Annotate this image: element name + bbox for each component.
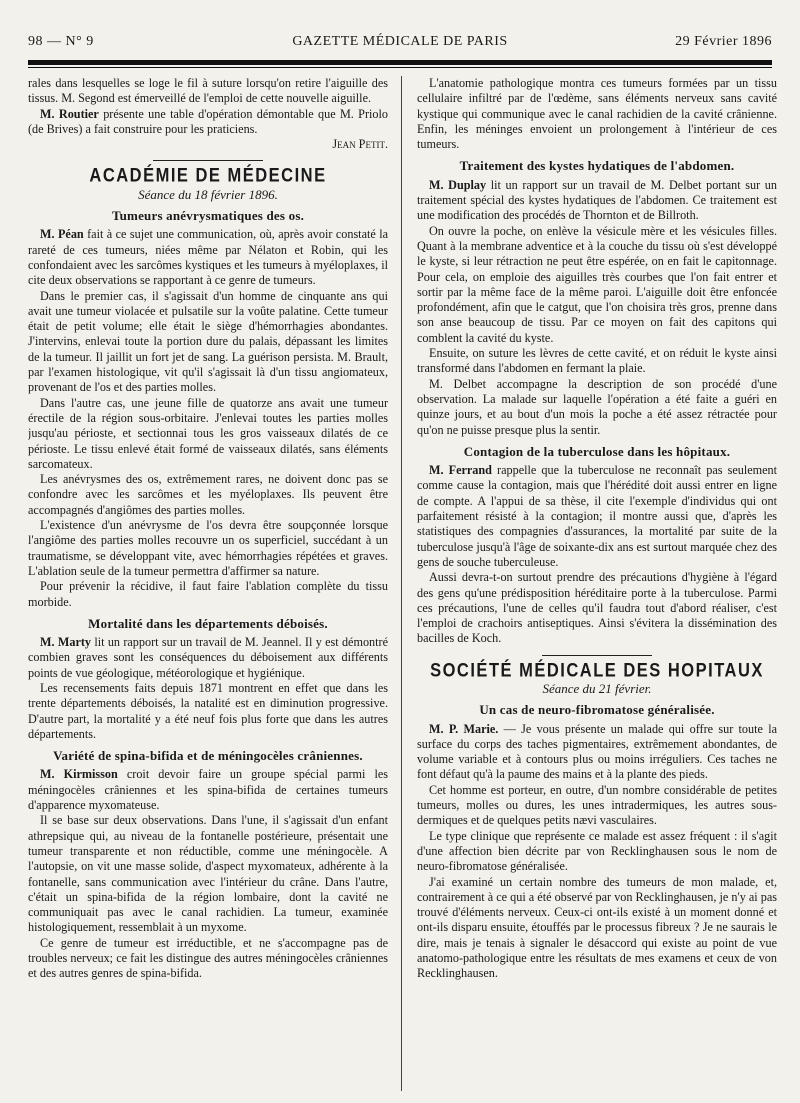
paragraph: Aussi devra-t-on surtout prendre des précautions d'hygiène à l'égard des gens qu'une prédisposition héréditaire porte à la tuberculose. Parmi ces précautions, l'une de celles qu'il faudra tout d'abord réaliser, c'est l'emploi de crachoirs antiseptiques. Ainsi s'évitera la dissémination des bacilles de Koch. — [417, 570, 777, 646]
journal-title: GAZETTE MÉDICALE DE PARIS — [292, 34, 508, 49]
speaker-name: M. P. Marie. — [429, 721, 499, 736]
paragraph: M. Duplay lit un rapport sur un travail de M. Delbet portant sur un traitement spécial des kystes hydatiques de l'abdomen. Ce traitement est une modification des procédés de Thornton et de Billroth. — [417, 177, 777, 223]
paragraph: On ouvre la poche, on enlève la vésicule mère et les vésicules filles. Quant à la membrane adventice et à la couche du tissu où s'est développé le kyste, si leur rétraction ne peut être espérée, on en fait le capitonnage. Pour cela, on emploie des aiguilles très courbes que l'on fait entrer et sortir par la même face de la même paroi. L'aiguille doit être enfoncée profondément, afin que le catgut, que l'on choisira très gros, prenne dans son anse beaucoup de tissu. Par ce moyen on fait des capitons qui comblent la cavité du kyste. — [417, 223, 777, 345]
paragraph: Le type clinique que représente ce malade est assez fréquent : il s'agit d'une affection bien décrite par von Recklinghausen sous le nom de neuro-fibromatose généralisée. — [417, 828, 777, 874]
paragraph: M. Marty lit un rapport sur un travail de M. Jeannel. Il y est démontré combien graves sont les conséquences du déboisement aux différents points de vue géologique, météorologique et hygiénique. — [28, 635, 388, 680]
paragraph: Ensuite, on suture les lèvres de cette cavité, et on réduit le kyste ainsi transformé dans l'abdomen en fermant la plaie. — [417, 346, 777, 376]
paragraph: Dans le premier cas, il s'agissait d'un homme de cinquante ans qui avait une tumeur violacée et pulsatile sur la voûte palatine. Cette tumeur était de petit volume; elle était le siège d'hémorrhagies abondantes. J'intervins, enlevai toute la portion dure du palais, dépassant les limites de la tumeur. Il jaillit un fort jet de sang. La guérison persista. M. Brault, par l'examen histologique, vit qu'il s'agissait là d'un tissu angiomateux, provenant de l'os et des parties molles. — [28, 288, 388, 395]
header-rule-thick — [28, 60, 772, 65]
paragraph: M. Ferrand rappelle que la tuberculose ne reconnaît pas seulement comme cause la contagion, mais que l'hérédité doit aussi entrer en ligne de compte. A l'appui de sa thèse, il cite l'exemple d'individus qui ont parfaitement résisté à la contagion; il montre aussi que, d'après les statistiques des compagnies d'assurances, la mortalité par suite de la tuberculose jusqu'à l'âge de soixante-dix ans est surtout marquée chez des gens de souche tuberculeuse. — [417, 463, 777, 569]
paragraph: L'existence d'un anévrysme de l'os devra être soupçonnée lorsque l'angiôme des parties molles recouvre un os superficiel, succédant à un traumatisme, se développant vite, avec hémorrhagies répétées et graves. L'ablation seule de la tumeur permettra d'affirmer sa nature. — [28, 518, 388, 578]
paragraph: Ce genre de tumeur est irréductible, et ne s'accompagne pas de troubles nerveux; ce fait les distingue des autres méningocèles crâniennes et des autres genres de spina-bifida. — [28, 935, 388, 981]
paragraph: J'ai examiné un certain nombre des tumeurs de mon malade, et, contrairement à ce qui a été observé par von Recklinghausen, je n'y ai pas trouvé d'éléments nerveux. Ceux-ci ont-ils existé à un moment donné et ont-ils disparu ensuite, étouffés par le processus fibreux ? Je ne saurais le dire, mais je tenais à signaler le désaccord qui existe au point de vue anatomo-pathologique entre les résultats de mes examens et ceux de von Recklinghausen. — [417, 874, 777, 981]
paragraph: Pour prévenir la récidive, il faut faire l'ablation complète du tissu morbide. — [28, 579, 388, 609]
article-heading: Traitement des kystes hydatiques de l'abdomen. — [459, 158, 735, 174]
speaker-name: M. Routier — [40, 106, 99, 121]
left-column — [28, 76, 388, 1091]
paragraph: Cet homme est porteur, en outre, d'un nombre considérable de petites tumeurs, molles ou dures, les unes intradermiques, les autres sous-dermiques et de quelques petits nævi vasculaires. — [417, 782, 777, 828]
issue-date: 29 Février 1896 — [675, 34, 772, 49]
author-signature: Jean Petit. — [332, 137, 388, 152]
section-divider — [542, 655, 652, 656]
speaker-name: M. Péan — [40, 227, 84, 242]
speaker-name: M. Duplay — [429, 177, 487, 192]
page-number: 98 — N° 9 — [28, 34, 94, 49]
right-column — [417, 76, 777, 1091]
speaker-name: M. Ferrand — [429, 463, 492, 478]
paragraph: M. Péan fait à ce sujet une communication, où, après avoir constaté la rareté de ces tumeurs, niées même par Nélaton et Robin, qui les confondaient avec les sarcômes kystiques et les tumeurs à myéloplaxes, il cite deux observations se rapportant à ce genre de tumeurs. — [28, 227, 388, 288]
speaker-name: M. Marty — [40, 635, 92, 650]
session-date: Séance du 18 février 1896. — [138, 186, 278, 202]
paragraph: Dans l'autre cas, une jeune fille de quatorze ans avait une tumeur érectile de la région sous-orbitaire. J'enlevai toutes les parties molles jusqu'au périoste, et sectionnai tous les gros vaisseaux dilatés de ce périoste. Le tissu enlevé était formé de vaisseaux dilatés, sans éléments sarcomateux. — [28, 395, 388, 471]
article-heading: Un cas de neuro-fibromatose généralisée. — [479, 702, 715, 718]
article-heading: Tumeurs anévrysmatiques des os. — [111, 208, 305, 224]
speaker-name: M. Kirmisson — [40, 767, 118, 782]
paragraph: M. Routier présente une table d'opération démontable que M. Priolo (de Brives) a fait construire pour les praticiens. — [28, 106, 388, 136]
article-heading: Variété de spina-bifida et de méningocèles crâniennes. — [53, 748, 363, 764]
paragraph: M. P. Marie. — Je vous présente un malade qui offre sur toute la surface du corps des taches pigmentaires, extrêmement abondantes, de volume variable et à contours plus ou moins irréguliers. Ces taches ne font défaut qu'à la paume des mains et à la plante des pieds. — [417, 721, 777, 782]
paragraph: M. Kirmisson croit devoir faire un groupe spécial parmi les méningocèles crâniennes et les spina-bifida de certaines tumeurs d'apparence myxomateuse. — [28, 767, 388, 813]
running-header — [28, 30, 772, 56]
paragraph: Les anévrysmes des os, extrêmement rares, ne doivent donc pas se confondre avec les sarcômes et les myéloplaxes. Ils peuvent être accompagnés d'angiômes des parties molles. — [28, 472, 388, 517]
section-title-academy: ACADÉMIE DE MÉDECINE — [89, 166, 327, 187]
paragraph: Il se base sur deux observations. Dans l'une, il s'agissait d'un enfant athrepsique qui, au niveau de la fontanelle postérieure, présentait une tumeur transparente et non réductible, comme une méningocèle. A l'autopsie, on vit une masse solide, d'aspect myxomateux, adhérente à la fontanelle, sans communication avec l'intérieur du crâne. Dans l'autre, c'était un spina-bifida de la région lombaire, dont la cavité ne communiquait pas avec le canal rachidien. La tumeur, examinée histologiquement, ressemblait à un myxome. — [28, 813, 388, 935]
column-divider — [401, 76, 402, 1091]
paragraph: L'anatomie pathologique montra ces tumeurs formées par un tissu cellulaire infiltré par de l'œdème, sans éléments nerveux sans cavité kystique qui communique avec le canal rachidien de la cavité crânienne. Enfin, les méninges envoient un prolongement à l'intérieur de ces tumeurs. — [417, 76, 777, 152]
article-heading: Mortalité dans les départements déboisés. — [88, 615, 328, 631]
header-rule-thin — [28, 67, 772, 68]
section-divider — [153, 160, 263, 161]
session-date: Séance du 21 février. — [542, 680, 652, 696]
paragraph: M. Delbet accompagne la description de son procédé d'une observation. La malade sur laquelle l'opération a été faite a guéri en quinze jours, et au bout d'un mois la poche a été assez rétractée pour qu'on ne puisse presque plus la sentir. — [417, 376, 777, 437]
section-title-society: SOCIÉTÉ MÉDICALE DES HOPITAUX — [430, 660, 764, 681]
article-heading: Contagion de la tuberculose dans les hôpitaux. — [463, 443, 731, 459]
paragraph: rales dans lesquelles se loge le fil à suture lorsqu'on retire l'aiguille des tissus. M. Segond est émerveillé de l'emploi de cette nouvelle aiguille. — [28, 76, 388, 106]
paragraph: Les recensements faits depuis 1871 montrent en effet que dans les trente départements déboisés, la natalité est en diminution progressive. D'autre part, la mortalité y a été neuf fois plus forte que dans les autres départements. — [28, 680, 388, 741]
